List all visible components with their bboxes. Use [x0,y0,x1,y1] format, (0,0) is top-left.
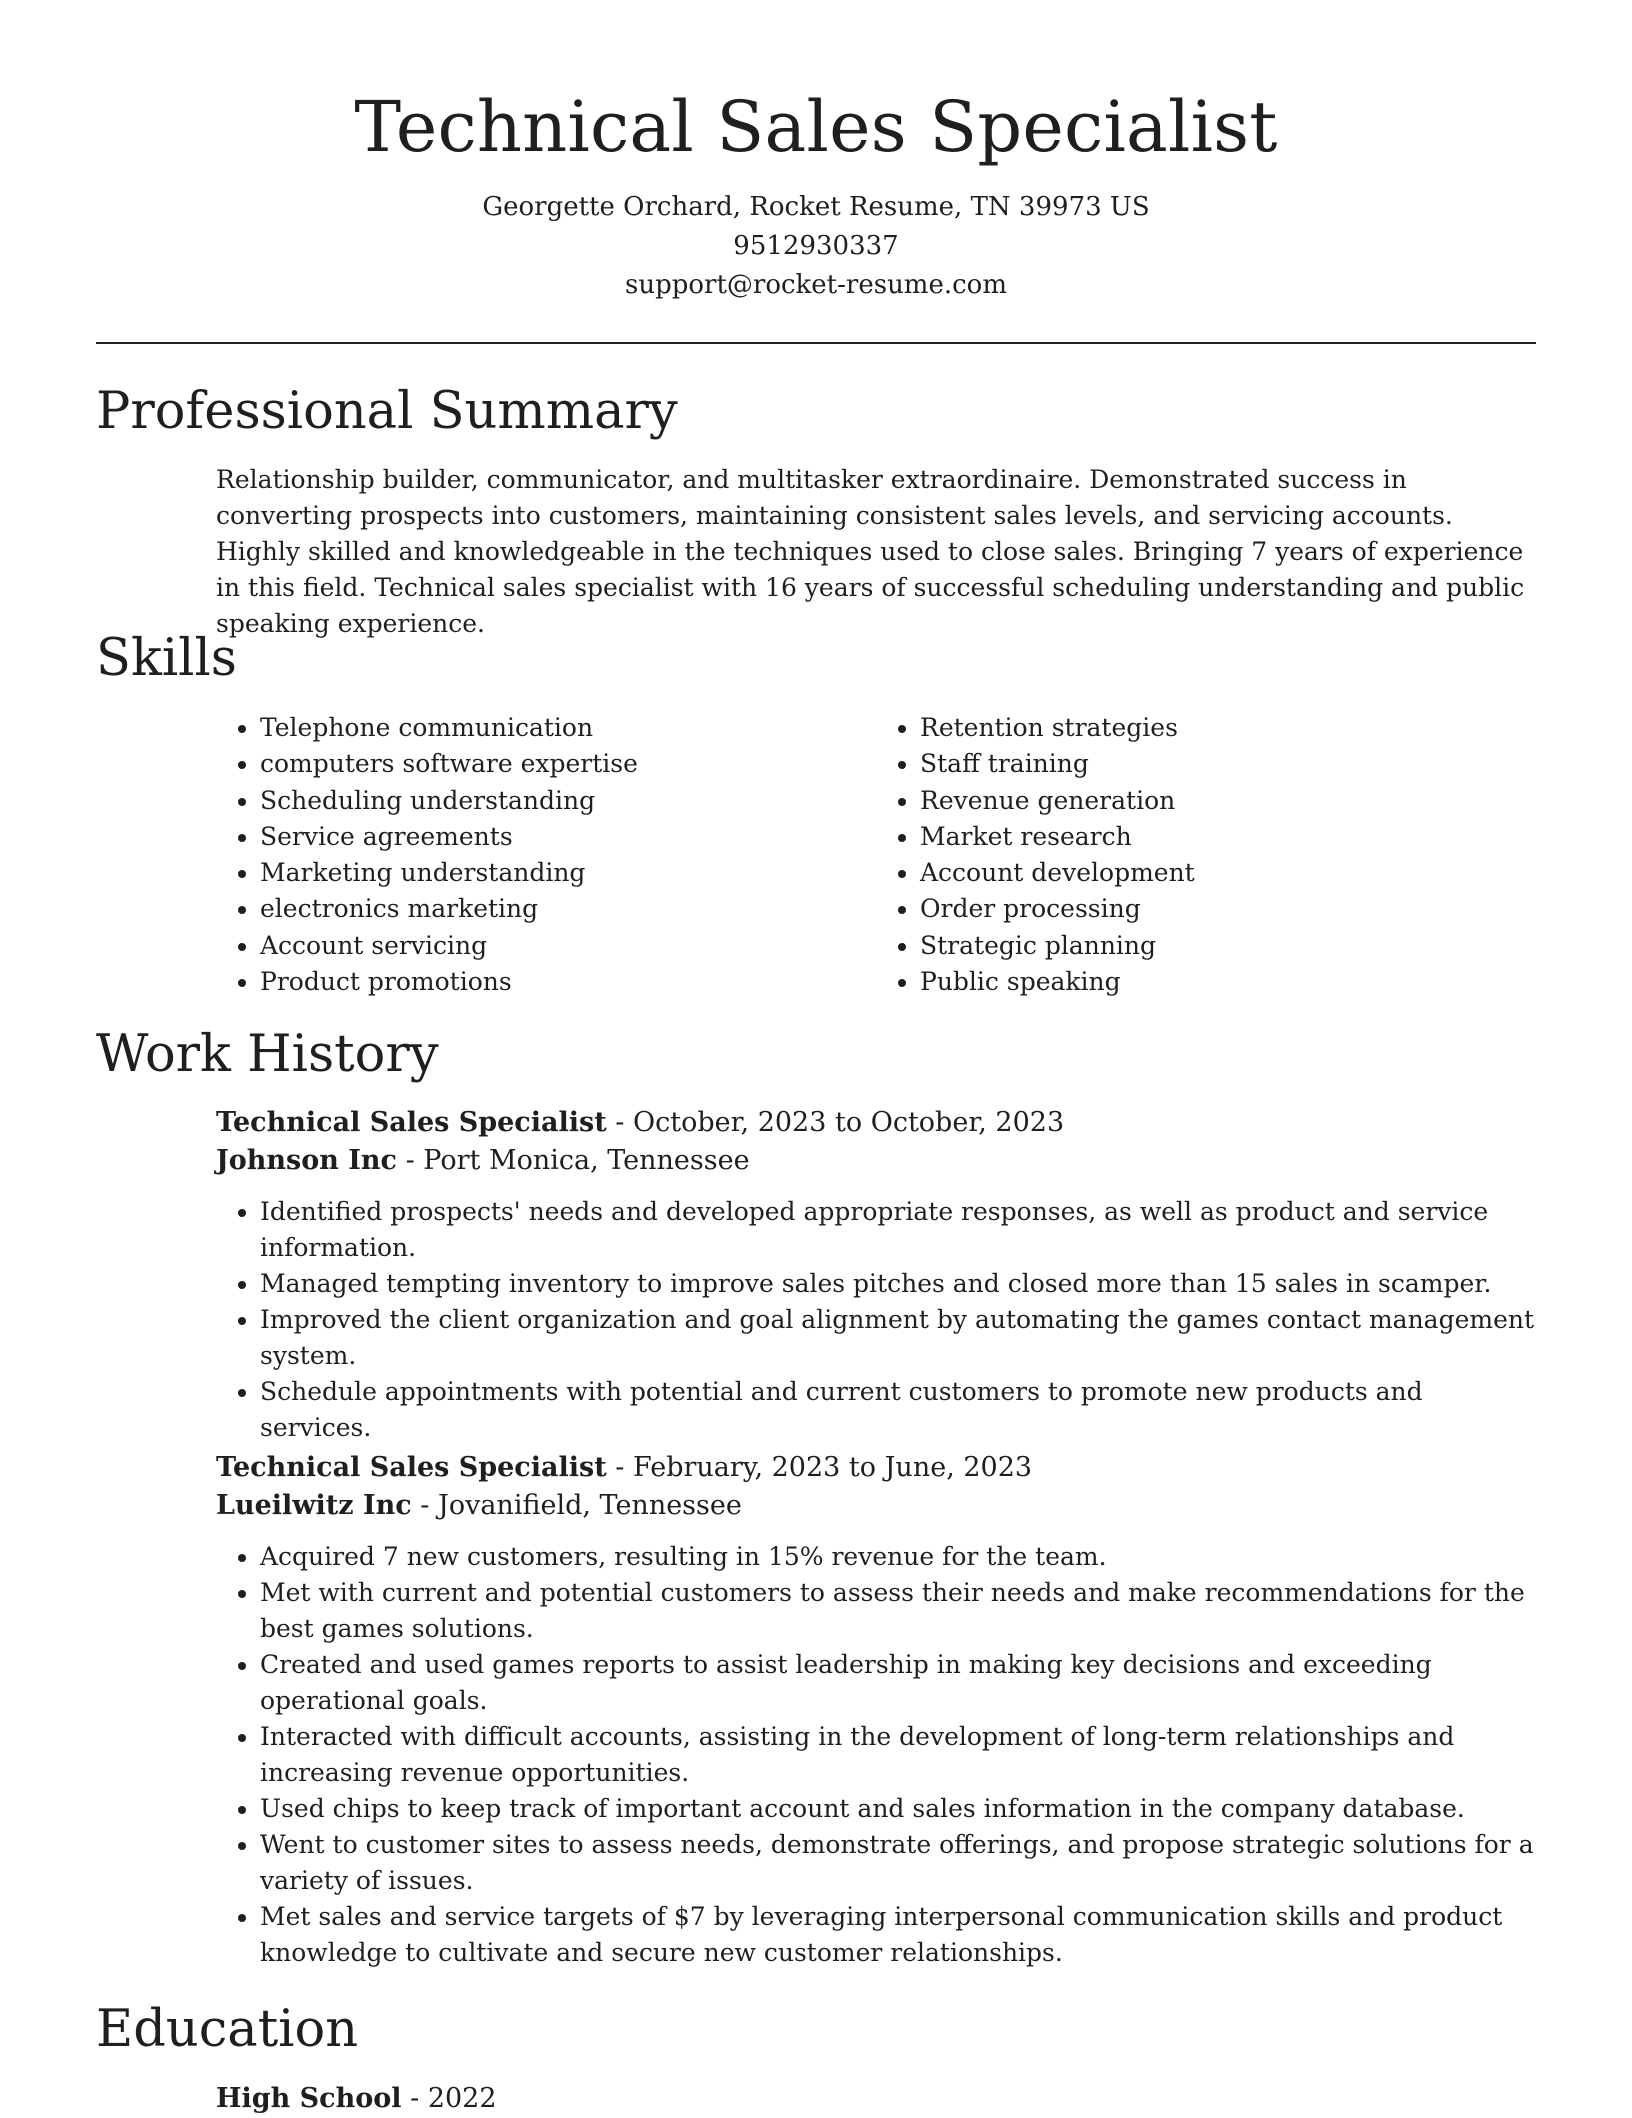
skills-column-right [876,710,1536,1000]
resume-header [0,0,1632,305]
education-year: - 2022 [401,2083,497,2114]
skill-item: • Account servicing [260,928,876,964]
resume-name: Technical Sales Specialist [354,86,1278,168]
job-bullet: • Improved the client organization and goal alignment by automating the games contact management system. [260,1302,1536,1374]
job-bullet: • Acquired 7 new customers, resulting in 15% revenue for the team. [260,1539,1536,1575]
skill-item: • computers software expertise [260,746,876,782]
skill-item: • Telephone communication [260,710,876,746]
job-company: Johnson Inc [216,1145,397,1176]
education-heading: Education [96,2000,359,2059]
skill-item: • Revenue generation [920,783,1536,819]
job-bullet: • Identified prospects' needs and developed appropriate responses, as well as product and service information. [260,1194,1536,1266]
job-bullet: • Schedule appointments with potential and current customers to promote new products and services. [260,1374,1536,1446]
job-bullets [216,1539,1536,1971]
skill-item: • Strategic planning [920,928,1536,964]
skill-item: • Staff training [920,746,1536,782]
summary-heading: Professional Summary [96,382,678,441]
job-bullet: • Met with current and potential customers to assess their needs and make recommendations for the best games solutions. [260,1575,1536,1647]
job-bullet: • Went to customer sites to assess needs, demonstrate offerings, and propose strategic solutions for a variety of issues. [260,1827,1536,1899]
job-location: - Port Monica, Tennessee [396,1145,750,1176]
job-title: Technical Sales Specialist [216,1452,607,1483]
skill-item: • Scheduling understanding [260,783,876,819]
job-bullets [216,1194,1536,1446]
skill-item: • electronics marketing [260,891,876,927]
job-dates: - October, 2023 to October, 2023 [606,1107,1065,1138]
job-title-line [216,1449,1536,1487]
job-company-line [216,1487,1536,1525]
skill-item: • Public speaking [920,964,1536,1000]
header-divider [96,342,1536,344]
job-company-line [216,1142,1536,1180]
education-entry [216,2080,497,2118]
contact-block [0,188,1632,305]
job-bullet: • Interacted with difficult accounts, assisting in the development of long-term relationships and increasing revenue opportunities. [260,1719,1536,1791]
job-company: Lueilwitz Inc [216,1490,412,1521]
job-dates: - February, 2023 to June, 2023 [606,1452,1033,1483]
skills-column-left [216,710,876,1000]
skill-item: • Market research [920,819,1536,855]
contact-email: support@rocket-resume.com [624,270,1007,300]
skill-item: • Account development [920,855,1536,891]
job-entry [216,1104,1536,1446]
education-degree: High School [216,2083,402,2114]
work-history-heading: Work History [96,1025,439,1084]
job-title: Technical Sales Specialist [216,1107,607,1138]
contact-phone: 9512930337 [733,231,899,261]
skill-item: • Service agreements [260,819,876,855]
skill-item: • Retention strategies [920,710,1536,746]
job-location: - Jovanifield, Tennessee [411,1490,742,1521]
skill-item: • Marketing understanding [260,855,876,891]
summary-text: Relationship builder, communicator, and multitasker extraordinaire. Demonstrated success in converting prospects into customers, maintaining consistent sales levels, and servicing accounts. Highly skilled and knowledgeable in the techniques used to close sales. Bringing 7 years of experience in this field. Technical sales specialist with 16 years of successful scheduling understanding and public speaking experience. [216,465,1525,638]
skill-item: • Order processing [920,891,1536,927]
job-bullet: • Managed tempting inventory to improve sales pitches and closed more than 15 sales in scamper. [260,1266,1536,1302]
skill-item: • Product promotions [260,964,876,1000]
job-bullet: • Met sales and service targets of $7 by leveraging interpersonal communication skills and product knowledge to cultivate and secure new customer relationships. [260,1899,1536,1971]
skills-heading: Skills [96,629,237,688]
job-bullet: • Created and used games reports to assist leadership in making key decisions and exceeding operational goals. [260,1647,1536,1719]
contact-address: Georgette Orchard, Rocket Resume, TN 39973 US [482,192,1150,222]
job-bullet: • Used chips to keep track of important account and sales information in the company database. [260,1791,1536,1827]
job-entry [216,1449,1536,1971]
skills-list [216,710,1536,1000]
job-title-line [216,1104,1536,1142]
